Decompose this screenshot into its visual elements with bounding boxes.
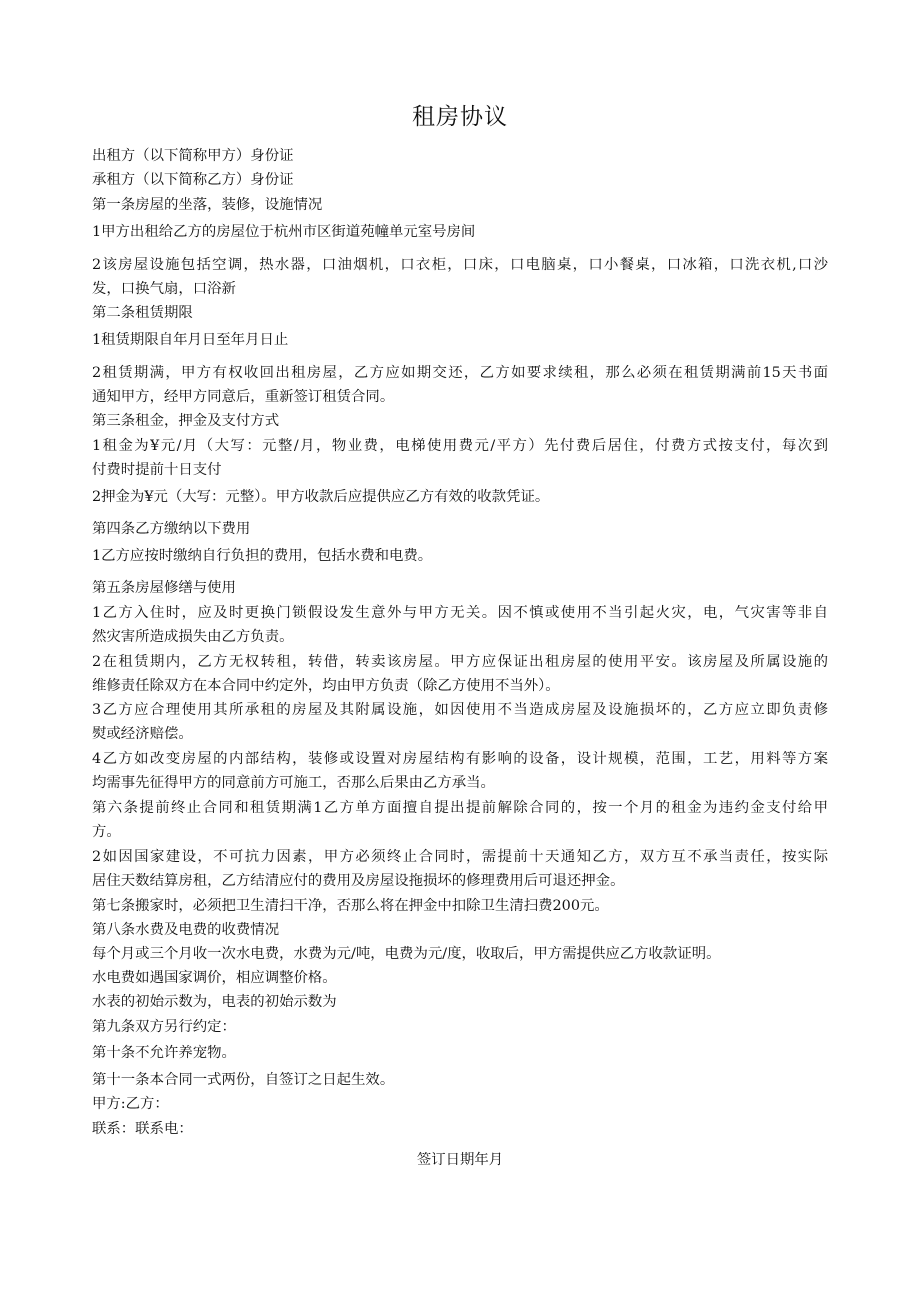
lessor-line: 出租方（以下简称甲方）身份证 [92,148,294,164]
article-7: 第七条搬家时，必须把卫生清扫干净，否那么将在押金中扣除卫生清扫费200元。 [92,898,609,914]
page-title: 租房协议 [412,104,508,130]
article-6-item-2-cont: 居住天数结算房租，乙方结清应付的费用及房屋设拖损坏的修理费用后可退还押金。 [92,873,625,889]
article-5-item-4-cont: 均需事先征得甲方的同意前方可施工，否那么后果由乙方承当。 [92,775,495,791]
article-4-heading: 第四条乙方缴纳以下费用 [92,521,251,537]
party-signatures: 甲方:乙方： [92,1096,169,1112]
party-contacts: 联系：联系电： [92,1121,193,1137]
article-8-item-1: 每个月或三个月收一次水电费，水费为元/吨，电费为元/度，收取后，甲方需提供应乙方收款证明。 [92,946,721,962]
article-4-item-1: 1乙方应按时缴纳自行负担的费用，包括水费和电费。 [92,548,433,564]
article-2-heading: 第二条租赁期限 [92,305,193,321]
article-3-heading: 第三条租金，押金及支付方式 [92,413,280,429]
article-5-item-2: 2在租赁期内，乙方无权转租，转借，转卖该房屋。甲方应保证出租房屋的使用平安。该房屋及所属设施的 [92,654,828,670]
article-5-heading: 第五条房屋修缮与使用 [92,580,236,596]
article-5-item-1-cont: 然灾害所造成损失由乙方负责。 [92,629,294,645]
lessee-line: 承租方（以下简称乙方）身份证 [92,172,294,188]
article-8-heading: 第八条水费及电费的收费情况 [92,922,280,938]
article-5-item-3: 3乙方应合理使用其所承租的房屋及其附属设施，如因使用不当造成房屋及设施损坏的，乙方应立即负责修 [92,702,828,718]
sign-date: 签订日期年月 [416,1152,504,1168]
article-3-item-2: 2押金为¥元（大写：元整）。甲方收款后应提供应乙方有效的收款凭证。 [92,489,550,505]
article-1-heading: 第一条房屋的坐落，装修，设施情况 [92,197,323,213]
article-10: 第十条不允许养宠物。 [92,1045,236,1061]
article-9: 第九条双方另行约定： [92,1019,236,1035]
article-6-item-2: 2如因国家建设，不可抗力因素，甲方必须终止合同时，需提前十天通知乙方，双方互不承当责任，按实际 [92,849,828,865]
article-5-item-3-cont: 熨或经济赔偿。 [92,726,193,742]
article-3-item-1-cont: 付费时提前十日支付 [92,462,222,478]
article-2-item-2: 2租赁期满，甲方有权收回出租房屋，乙方应如期交还，乙方如要求续租，那么必须在租赁期满前15天书面 [92,365,828,381]
article-5-item-2-cont: 维修责任除双方在本合同中约定外，均由甲方负责（除乙方使用不当外）。 [92,678,560,694]
article-1-item-2: 2该房屋设施包括空调，热水器，口油烟机，口衣柜，口床，口电脑桌，口小餐桌，口冰箱，口洗衣机,口沙 [92,257,828,273]
article-6-heading-cont: 方。 [92,824,121,840]
article-1-item-2-cont: 发，口换气扇，口浴新 [92,281,236,297]
article-8-item-2: 水电费如遇国家调价，相应调整价格。 [92,970,337,986]
article-5-item-4: 4乙方如改变房屋的内部结构，装修或设置对房屋结构有影响的设备，设计规模，范围，工艺，用料等方案 [92,751,828,767]
article-3-item-1: 1租金为¥元/月（大写：元整/月，物业费，电梯使用费元/平方）先付费后居住，付费方式按支付，每次到 [92,438,828,454]
article-11: 第十一条本合同一式两份，自签订之日起生效。 [92,1072,395,1088]
article-6-heading: 第六条提前终止合同和租赁期满1乙方单方面擅自提出提前解除合同的，按一个月的租金为违约金支付给甲 [92,800,828,816]
article-2-item-1: 1租赁期限自年月日至年月日止 [92,332,289,348]
article-2-item-2-cont: 通知甲方，经甲方同意后，重新签订租赁合同。 [92,389,395,405]
article-5-item-1: 1乙方入住时，应及时更换门锁假设发生意外与甲方无关。因不慎或使用不当引起火灾，电，气灾害等非自 [92,605,828,621]
article-8-item-3: 水表的初始示数为，电表的初始示数为 [92,994,337,1010]
article-1-item-1: 1甲方出租给乙方的房屋位于杭州市区街道苑幢单元室号房间 [92,224,476,240]
